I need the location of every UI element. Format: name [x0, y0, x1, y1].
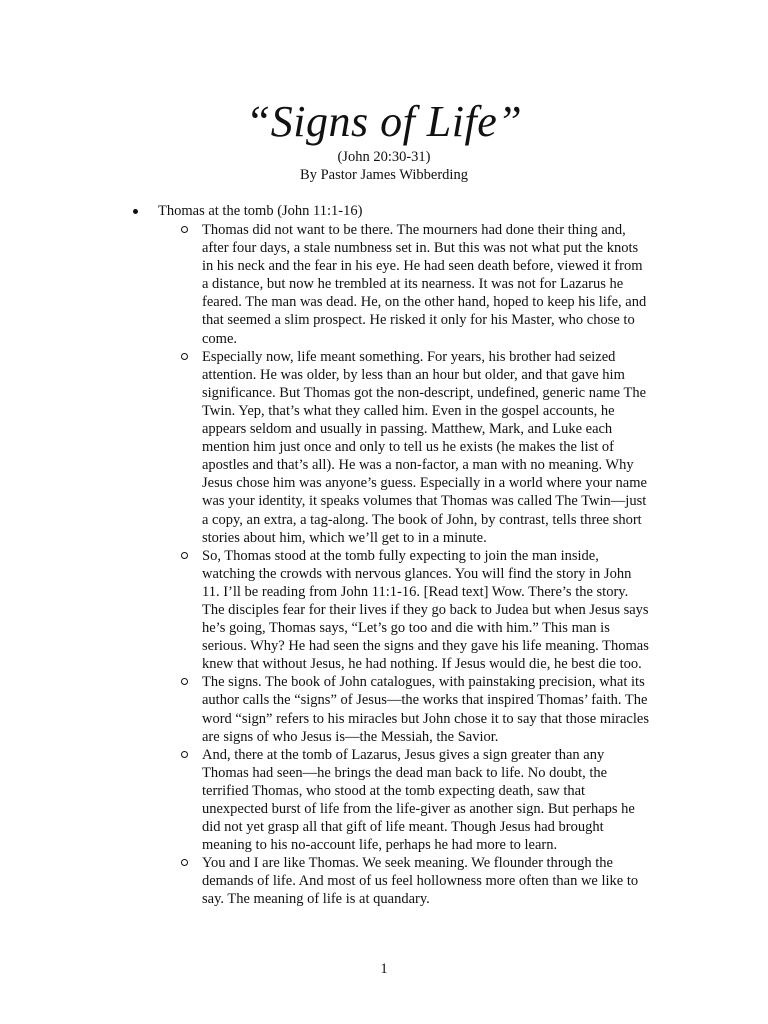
section-heading [128, 202, 668, 220]
hollow-bullet-icon [181, 678, 188, 685]
list-item [128, 547, 668, 674]
list-item [128, 673, 668, 745]
section-points [128, 221, 668, 909]
point-text: And, there at the tomb of Lazarus, Jesus gives a sign greater than any Thomas had seen—he brings the dead man back to life. No doubt, the terrified Thomas, who stood at the tomb expecting death, saw that unexpected burst of life from the life-giver as another sign. But perhaps he did not yet grasp all that gift of life meant. Though Jesus had brought meaning to his no-account life, perhaps he had more to learn. [202, 746, 635, 854]
section-heading-text: Thomas at the tomb (John 11:1-16) [158, 203, 363, 219]
list-item [128, 221, 668, 348]
hollow-bullet-icon [181, 226, 188, 233]
sermon-outline [128, 202, 668, 909]
hollow-bullet-icon [181, 859, 188, 866]
author-line: By Pastor James Wibberding [300, 167, 468, 183]
point-text: The signs. The book of John catalogues, with painstaking precision, what its author calls the “signs” of Jesus—the works that inspired Thomas’ faith. The word “sign” refers to his miracles but John chose it to say that those miracles are signs of who Jesus is—the Messiah, the Savior. [202, 674, 649, 745]
list-item [128, 348, 668, 547]
point-text: You and I are like Thomas. We seek meaning. We flounder through the demands of life. And most of us feel hollowness more often than we like to say. The meaning of life is at quandary. [202, 855, 639, 908]
point-text: Especially now, life meant something. For years, his brother had seized attention. He was older, by less than an hour but older, and that gave him significance. But Thomas got the non-descript, undefined, generic name The Twin. Yep, that’s what they called him. Even in the gospel accounts, he appears seldom and usually in passing. Matthew, Mark, and Luke each mention him just once and only to tell us he exists (he makes the list of apostles and that’s all). He was a non-factor, a man with no meaning. Why Jesus chose him was anyone’s guess. Especially in a world where your name was your identity, it speaks volumes that Thomas was called The Twin—just a copy, an extra, a tag-along. The book of John, by contrast, tells three short stories about him, which we’ll get to in a minute. [202, 348, 647, 546]
hollow-bullet-icon [181, 552, 188, 559]
list-item [128, 854, 668, 908]
point-text: So, Thomas stood at the tomb fully expecting to join the man inside, watching the crowds with nervous glances. You will find the story in John 11. I’ll be reading from John 11:1-16. [Read text] Wow. There’s the story. The disciples fear for their lives if they go back to Judea but when Jesus says he’s going, Thomas says, “Let’s go too and die with him.” This man is serious. Why? He had seen the signs and they gave his life meaning. Thomas knew that without Jesus, he had nothing. If Jesus would die, he best die too. [202, 547, 649, 673]
point-text: Thomas did not want to be there. The mourners had done their thing and, after four days, a stale numbness set in. But this was not what put the knots in his neck and the fear in his eye. He had seen death before, viewed it from a distance, but now he trembled at its nearness. It was not for Lazarus he feared. The man was dead. He, on the other hand, hoped to keep his life, and that seemed a slim prospect. He risked it only for his Master, who chose to come. [202, 222, 647, 347]
page-number: 1 [380, 961, 388, 977]
hollow-bullet-icon [181, 353, 188, 360]
bullet-icon [133, 209, 138, 214]
scripture-reference: (John 20:30-31) [337, 149, 431, 165]
hollow-bullet-icon [181, 751, 188, 758]
list-item [128, 746, 668, 855]
sermon-title: “Signs of Life” [245, 97, 523, 146]
